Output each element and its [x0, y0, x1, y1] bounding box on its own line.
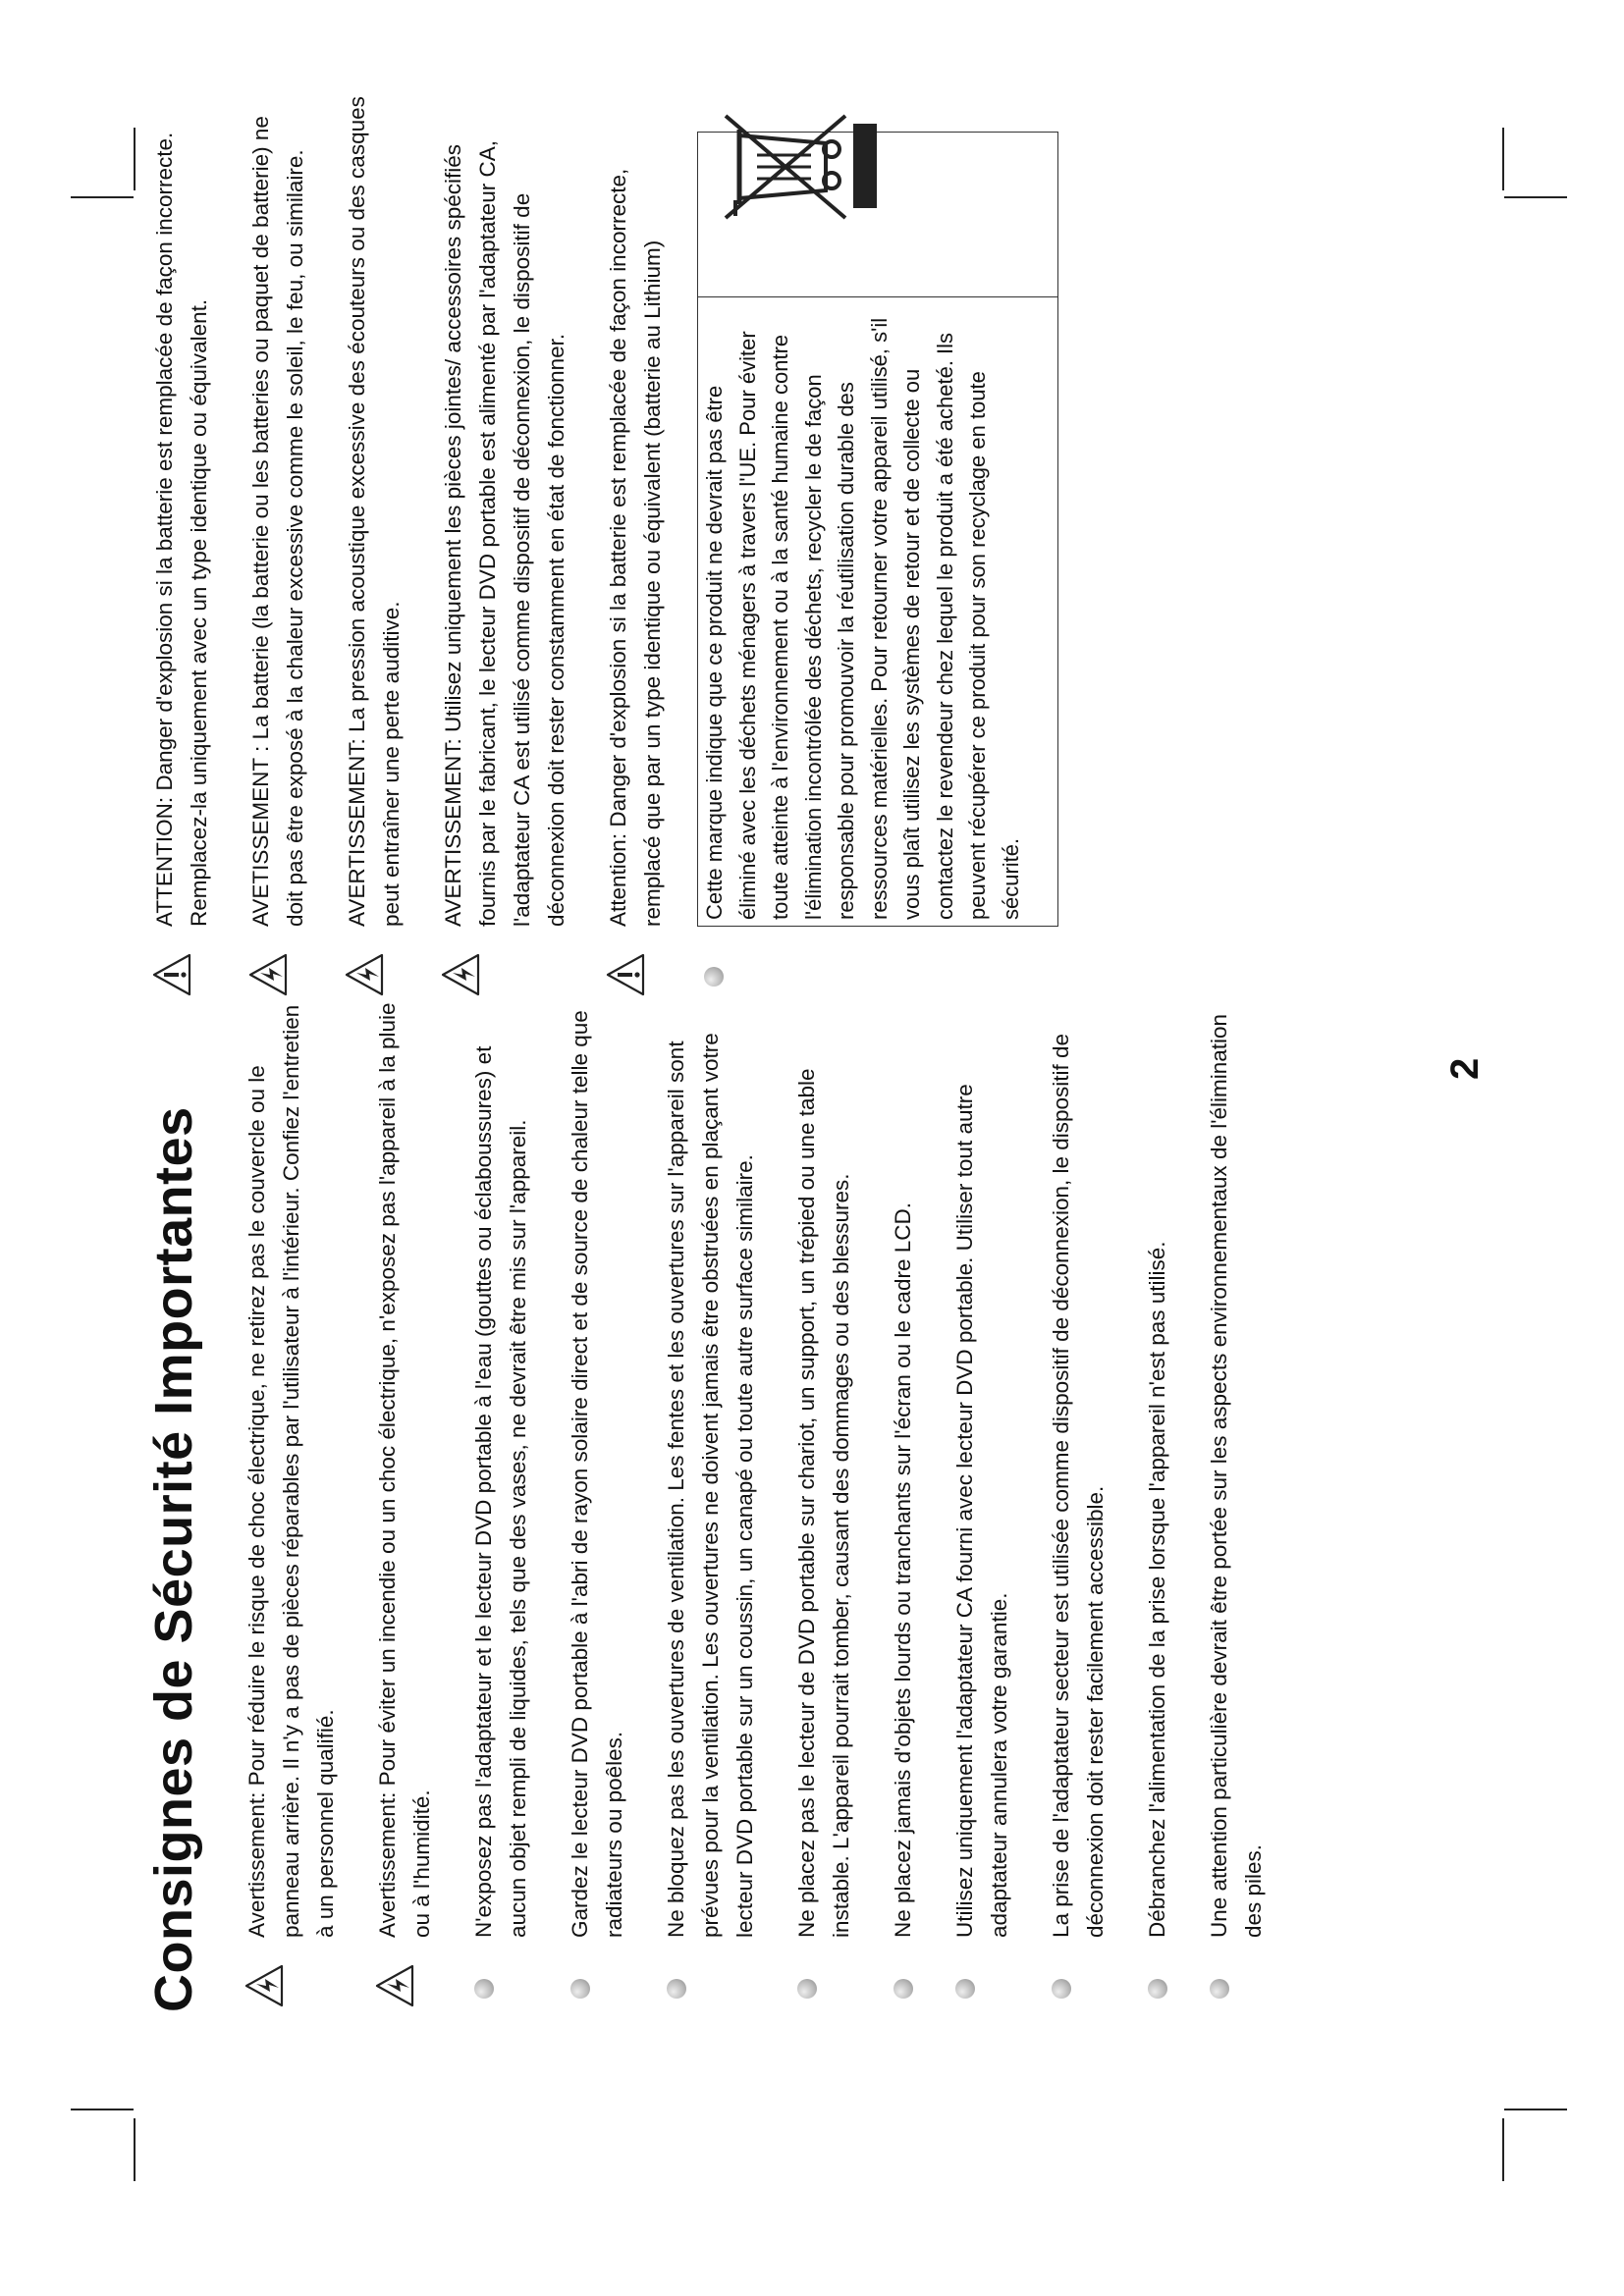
lightning-triangle-icon: [244, 1963, 285, 2008]
right-column: [147, 88, 1058, 1001]
crossed-out-wheelie-bin-icon: [718, 80, 885, 238]
safety-item-text: La prise de l'adaptateur secteur est utilisée comme dispositif de déconnexion, le dispositif de déconnexion doit rester facilement accessible.: [1049, 1033, 1108, 1938]
safety-item: [466, 1001, 535, 2012]
safety-item: [436, 88, 573, 1001]
crop-mark: [1502, 128, 1504, 190]
crop-mark: [134, 2118, 135, 2181]
safety-item-text: Ne placez jamais d'objets lourds ou tranchants sur l'écran ou le cadre LCD.: [891, 1202, 915, 1938]
rotated-page: [144, 20, 1502, 2179]
safety-item-text: ATTENTION: Danger d'explosion si la batterie est remplacée de façon incorrecte. Remplacez-la uniquement avec un type identique ou équivalent.: [152, 132, 211, 927]
safety-item: [1202, 1001, 1271, 2012]
bullet-icon: [1052, 1979, 1071, 1999]
right-safety-list: [147, 88, 670, 1001]
safety-item: [789, 1001, 858, 2012]
bullet-icon: [1148, 1979, 1167, 1999]
safety-item-text: Ne placez pas le lecteur de DVD portable sur chariot, un support, un trépied ou une table instable. L'appareil pourrait tomber, causant des dommages ou des blessures.: [794, 1068, 853, 1938]
safety-item-text: Débranchez l'alimentation de la prise lorsque l'appareil n'est pas utilisé.: [1145, 1241, 1169, 1938]
left-safety-list: [240, 1001, 1271, 2012]
left-column: [144, 1001, 1298, 2012]
safety-item: [340, 88, 408, 1001]
bullet-icon: [474, 1979, 494, 1999]
safety-item: [601, 88, 670, 1001]
safety-item: [886, 1001, 920, 2012]
safety-item-text: Gardez le lecteur DVD portable à l'abri de rayon solaire direct et de source de chaleur telle que radiateurs ou poêles.: [568, 1010, 626, 1938]
weee-notice-box: [697, 132, 1058, 927]
lightning-triangle-icon: [440, 952, 481, 997]
crop-mark: [1504, 2109, 1567, 2110]
page-number: 2: [1443, 1057, 1487, 1080]
safety-item-text: Ne bloquez pas les ouvertures de ventilation. Les fentes et les ouvertures sur l'appareil sont prévues pour la ventilation. Les ouvertures ne doivent jamais être obstruées en plaçant votre lecteur DVD portable sur un coussin, un canapé ou toute autre surface similaire.: [664, 1033, 757, 1938]
safety-item: [1044, 1001, 1112, 2012]
weee-symbol-cell: [698, 133, 1057, 297]
safety-item-text: AVETISSEMENT : La batterie (la batterie ou les batteries ou paquet de batterie) ne doit pas être exposé à la chaleur excessive comme le soleil, le feu, ou similaire.: [248, 116, 307, 927]
bullet-icon: [704, 967, 724, 987]
lightning-triangle-icon: [374, 1963, 415, 2008]
safety-item: [370, 1001, 439, 2012]
safety-item-text: Avertissement: Pour réduire le risque de choc électrique, ne retirez pas le couvercle ou le panneau arrière. Il n'y a pas de pièces réparables par l'utilisateur à l'intérieur. Confiez l'entretien à un personnel qualifié.: [244, 1004, 338, 1938]
safety-item: [244, 88, 312, 1001]
safety-item-text: AVERTISSEMENT: La pression acoustique excessive des écouteurs ou des casques peut entraîner une perte auditive.: [345, 96, 404, 927]
safety-item: [563, 1001, 631, 2012]
safety-item: [659, 1001, 762, 2012]
bullet-icon: [667, 1979, 686, 1999]
bullet-icon: [570, 1979, 590, 1999]
crop-mark: [134, 128, 135, 190]
safety-item-text: Une attention particulière devrait être portée sur les aspects environnementaux de l'élimination des piles.: [1207, 1013, 1266, 1938]
crop-mark: [1502, 2118, 1504, 2181]
safety-item: [147, 88, 216, 1001]
safety-item: [240, 1001, 343, 2012]
safety-item-text: Attention: Danger d'explosion si la batterie est remplacée de façon incorrecte, remplacé que par un type identique ou équivalent (batterie au Lithium): [606, 168, 665, 927]
lightning-triangle-icon: [344, 952, 385, 997]
bullet-icon: [797, 1979, 817, 1999]
safety-item: [1140, 1001, 1174, 2012]
exclamation-triangle-icon: [605, 952, 646, 997]
page-title: Consignes de Sécurité Importantes: [144, 1106, 203, 2012]
lightning-triangle-icon: [247, 952, 289, 997]
safety-item-text: Utilisez uniquement l'adaptateur CA fourni avec lecteur DVD portable. Utiliser tout autre adaptateur annulera votre garantie.: [952, 1084, 1011, 1938]
bullet-icon: [955, 1979, 975, 1999]
safety-item-text: N'exposez pas l'adaptateur et le lecteur DVD portable à l'eau (gouttes ou éclaboussures) et aucun objet rempli de liquides, tels que des vases, ne devrait être mis sur l'appareil.: [471, 1045, 530, 1938]
weee-notice-text: Cette marque indique que ce produit ne devrait pas être éliminé avec les déchets ménagers à travers l'UE. Pour éviter toute atteinte à l'environnement ou à la santé humaine contre l'élimination incontrôlée des déchets, recycler le de façon responsable pour promouvoir la réutilisation durable des ressources matérielles. Pour retourner votre appareil utilisé, s'il vous plaît utilisez les systèmes de retour et de collecte ou contactez le revendeur chez lequel le produit a été acheté. Ils peuvent récupérer ce produit pour son recyclage en toute sécurité.: [702, 317, 1023, 920]
bullet-icon: [893, 1979, 913, 1999]
crop-mark: [1504, 196, 1567, 198]
crop-mark: [71, 2109, 134, 2110]
safety-item-text: AVERTISSEMENT: Utilisez uniquement les pièces jointes/ accessoires spécifiés fournis par le fabricant, le lecteur DVD portable est alimenté par l'adaptateur CA, l'adaptateur CA est utilisé comme dispositif de déconnexion, le dispositif de déconnexion doit rester constamment en état de fonctionner.: [441, 140, 568, 927]
safety-item: [947, 1001, 1016, 2012]
exclamation-triangle-icon: [151, 952, 192, 997]
safety-item-text: Avertissement: Pour éviter un incendie ou un choc électrique, n'exposez pas l'appareil à la pluie ou à l'humidité.: [375, 1002, 434, 1938]
crop-mark: [71, 196, 134, 198]
bullet-icon: [1210, 1979, 1229, 1999]
